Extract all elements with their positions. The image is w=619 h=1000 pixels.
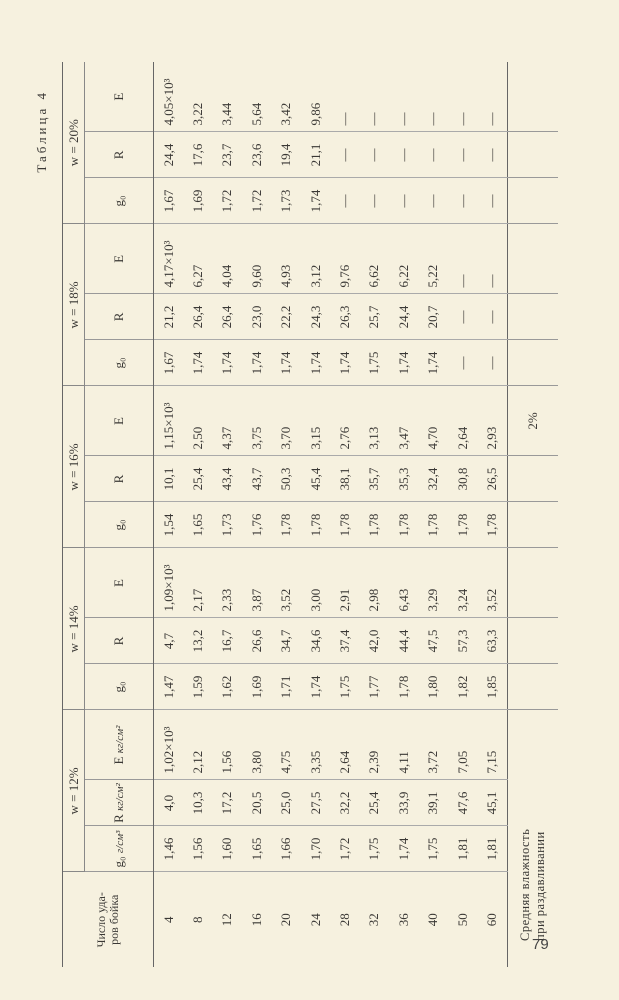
blow-count-cell: 16 bbox=[248, 913, 264, 927]
footer-value-cell bbox=[507, 178, 558, 224]
value-cell: — bbox=[419, 132, 448, 178]
value-cell: — bbox=[419, 62, 448, 132]
value-cell: 1,73 bbox=[272, 178, 301, 224]
column-symbol: R bbox=[111, 312, 126, 322]
value-cell: 26,5 bbox=[477, 456, 507, 502]
value-cell: 1,75 bbox=[360, 826, 389, 872]
value-cell: — bbox=[477, 132, 507, 178]
table-row bbox=[360, 62, 389, 967]
group-header: w = 18% bbox=[63, 224, 85, 386]
value-cell: 3,13 bbox=[360, 386, 389, 456]
value-cell: — bbox=[330, 178, 359, 224]
column-header bbox=[85, 132, 154, 178]
value-cell: 6,43 bbox=[389, 548, 418, 618]
value-cell: 10,3 bbox=[183, 780, 212, 826]
value-cell: 1,75 bbox=[330, 664, 359, 710]
value-cell: 1,62 bbox=[213, 664, 242, 710]
value-cell: 1,67 bbox=[154, 178, 184, 224]
value-cell: 35,3 bbox=[389, 456, 418, 502]
table-row bbox=[242, 62, 271, 967]
value-cell: — bbox=[477, 224, 507, 294]
count-header bbox=[63, 872, 154, 967]
value-cell: 1,15×10³ bbox=[154, 386, 184, 456]
value-cell: 17,6 bbox=[183, 132, 212, 178]
column-symbol: E bbox=[111, 92, 126, 101]
value-cell: 1,46 bbox=[154, 826, 184, 872]
footer-row bbox=[507, 62, 558, 967]
value-cell: 1,09×10³ bbox=[154, 548, 184, 618]
value-cell: 1,02×10³ bbox=[154, 710, 184, 780]
footer-value-cell bbox=[507, 340, 558, 386]
group-header: w = 14% bbox=[63, 548, 85, 710]
value-cell: 30,8 bbox=[448, 456, 477, 502]
value-cell: 2,64 bbox=[330, 710, 359, 780]
column-symbol: g₀ bbox=[111, 195, 126, 207]
value-cell: 3,24 bbox=[448, 548, 477, 618]
value-cell: — bbox=[477, 62, 507, 132]
value-cell: 27,5 bbox=[301, 780, 330, 826]
footer-value-cell bbox=[507, 548, 558, 618]
value-cell: 1,73 bbox=[213, 502, 242, 548]
value-cell: 13,2 bbox=[183, 618, 212, 664]
column-symbol: g₀ bbox=[111, 681, 126, 693]
value-cell: 1,78 bbox=[360, 502, 389, 548]
column-header bbox=[85, 618, 154, 664]
value-cell: 3,87 bbox=[242, 548, 271, 618]
value-cell: 2,33 bbox=[213, 548, 242, 618]
value-cell: 3,44 bbox=[213, 62, 242, 132]
column-unit: кг/см² bbox=[114, 725, 126, 754]
value-cell: 17,2 bbox=[213, 780, 242, 826]
value-cell: 6,22 bbox=[389, 224, 418, 294]
column-symbol: E bbox=[111, 756, 126, 765]
footer-value-cell bbox=[507, 618, 558, 664]
value-cell: 5,22 bbox=[419, 224, 448, 294]
count-header-line-2: ров бойка bbox=[107, 894, 121, 945]
blow-count-cell: 28 bbox=[337, 913, 353, 927]
table-row bbox=[301, 62, 330, 967]
value-cell: 57,3 bbox=[448, 618, 477, 664]
value-cell: — bbox=[419, 178, 448, 224]
value-cell: 1,47 bbox=[154, 664, 184, 710]
footer-value-cell bbox=[507, 62, 558, 132]
column-symbol: E bbox=[111, 254, 126, 263]
value-cell: 1,74 bbox=[419, 340, 448, 386]
value-cell: 22,2 bbox=[272, 294, 301, 340]
group-header: w = 12% bbox=[63, 710, 85, 872]
value-cell: 3,80 bbox=[242, 710, 271, 780]
column-symbol: R bbox=[111, 814, 126, 823]
column-header bbox=[85, 62, 154, 132]
value-cell: 1,78 bbox=[272, 502, 301, 548]
value-cell: — bbox=[360, 132, 389, 178]
value-cell: 4,11 bbox=[389, 710, 418, 780]
footer-label bbox=[507, 710, 558, 967]
value-cell: 20,5 bbox=[242, 780, 271, 826]
value-cell: 21,1 bbox=[301, 132, 330, 178]
value-cell: 1,69 bbox=[242, 664, 271, 710]
value-cell: 1,56 bbox=[213, 710, 242, 780]
value-cell: — bbox=[448, 62, 477, 132]
value-cell: 2,64 bbox=[448, 386, 477, 456]
value-cell: 1,72 bbox=[330, 826, 359, 872]
column-header bbox=[85, 664, 154, 710]
value-cell: — bbox=[448, 178, 477, 224]
value-cell: — bbox=[477, 340, 507, 386]
value-cell: 1,78 bbox=[389, 664, 418, 710]
value-cell: 1,70 bbox=[301, 826, 330, 872]
value-cell: 21,2 bbox=[154, 294, 184, 340]
table-row bbox=[330, 62, 359, 967]
blow-count-cell: 32 bbox=[366, 913, 382, 927]
value-cell: 3,22 bbox=[183, 62, 212, 132]
value-cell: 1,78 bbox=[389, 502, 418, 548]
value-cell: 26,4 bbox=[183, 294, 212, 340]
column-symbol: R bbox=[111, 474, 126, 484]
value-cell: 1,78 bbox=[301, 502, 330, 548]
value-cell: 4,37 bbox=[213, 386, 242, 456]
value-cell: 25,0 bbox=[272, 780, 301, 826]
value-cell: 4,05×10³ bbox=[154, 62, 184, 132]
value-cell: — bbox=[360, 178, 389, 224]
value-cell: 33,9 bbox=[389, 780, 418, 826]
value-cell: 1,74 bbox=[389, 826, 418, 872]
column-symbol: E bbox=[111, 579, 126, 587]
value-cell: 25,7 bbox=[360, 294, 389, 340]
footer-value-cell bbox=[507, 456, 558, 502]
value-cell: 32,4 bbox=[419, 456, 448, 502]
blow-count-cell: 20 bbox=[278, 913, 294, 927]
blow-count-cell: 36 bbox=[395, 913, 411, 927]
value-cell: 1,74 bbox=[389, 340, 418, 386]
value-cell: 23,0 bbox=[242, 294, 271, 340]
table-row bbox=[213, 62, 242, 967]
value-cell: — bbox=[448, 224, 477, 294]
value-cell: — bbox=[477, 178, 507, 224]
column-symbol: E bbox=[111, 416, 126, 425]
value-cell: — bbox=[360, 62, 389, 132]
value-cell: 1,81 bbox=[448, 826, 477, 872]
footer-label-line-1: Средняя влажность bbox=[517, 828, 532, 941]
value-cell: 1,59 bbox=[183, 664, 212, 710]
table-row bbox=[419, 62, 448, 967]
value-cell: — bbox=[477, 294, 507, 340]
value-cell: 20,7 bbox=[419, 294, 448, 340]
value-cell: 1,66 bbox=[272, 826, 301, 872]
table-row bbox=[183, 62, 212, 967]
value-cell: 3,70 bbox=[272, 386, 301, 456]
value-cell: 3,75 bbox=[242, 386, 271, 456]
value-cell: 6,62 bbox=[360, 224, 389, 294]
footer-value-cell bbox=[507, 294, 558, 340]
value-cell: 1,56 bbox=[183, 826, 212, 872]
blow-count-cell: 12 bbox=[219, 913, 235, 927]
value-cell: 1,71 bbox=[272, 664, 301, 710]
column-header bbox=[85, 710, 154, 780]
value-cell: 1,65 bbox=[183, 502, 212, 548]
value-cell: 3,47 bbox=[389, 386, 418, 456]
value-cell: 1,74 bbox=[301, 178, 330, 224]
value-cell: 1,74 bbox=[330, 340, 359, 386]
value-cell: 42,0 bbox=[360, 618, 389, 664]
value-cell: 1,77 bbox=[360, 664, 389, 710]
column-symbol: R bbox=[111, 636, 126, 646]
value-cell: 1,60 bbox=[213, 826, 242, 872]
blow-count-cell: 24 bbox=[307, 913, 323, 927]
column-header bbox=[85, 294, 154, 340]
value-cell: 4,75 bbox=[272, 710, 301, 780]
column-unit: кг/см² bbox=[114, 783, 126, 811]
value-cell: 1,74 bbox=[301, 340, 330, 386]
value-cell: 10,1 bbox=[154, 456, 184, 502]
table-row bbox=[272, 62, 301, 967]
value-cell: 23,6 bbox=[242, 132, 271, 178]
value-cell: 34,6 bbox=[301, 618, 330, 664]
value-cell: 5,64 bbox=[242, 62, 271, 132]
column-symbol: g₀ bbox=[111, 357, 126, 369]
value-cell: — bbox=[448, 294, 477, 340]
column-unit: г/см³ bbox=[114, 830, 126, 854]
value-cell: 3,52 bbox=[272, 548, 301, 618]
value-cell: 2,50 bbox=[183, 386, 212, 456]
value-cell: 1,75 bbox=[419, 826, 448, 872]
value-cell: 4,0 bbox=[154, 780, 184, 826]
value-cell: 4,04 bbox=[213, 224, 242, 294]
blow-count-cell: 4 bbox=[160, 916, 176, 923]
table-row bbox=[389, 62, 418, 967]
value-cell: — bbox=[389, 178, 418, 224]
value-cell: 4,70 bbox=[419, 386, 448, 456]
value-cell: 1,65 bbox=[242, 826, 271, 872]
value-cell: 39,1 bbox=[419, 780, 448, 826]
value-cell: 3,29 bbox=[419, 548, 448, 618]
value-cell: 1,78 bbox=[448, 502, 477, 548]
column-header bbox=[85, 780, 154, 826]
column-header bbox=[85, 826, 154, 872]
value-cell: — bbox=[330, 132, 359, 178]
value-cell: 3,72 bbox=[419, 710, 448, 780]
footer-value-cell bbox=[507, 502, 558, 548]
table-row bbox=[477, 62, 507, 967]
value-cell: 2,93 bbox=[477, 386, 507, 456]
value-cell: 24,3 bbox=[301, 294, 330, 340]
value-cell: 3,15 bbox=[301, 386, 330, 456]
column-header bbox=[85, 224, 154, 294]
blow-count-cell: 50 bbox=[454, 913, 470, 927]
value-cell: 3,12 bbox=[301, 224, 330, 294]
value-cell: 47,6 bbox=[448, 780, 477, 826]
table-row bbox=[154, 62, 184, 967]
column-symbol: g₀ bbox=[111, 856, 126, 868]
value-cell: 1,67 bbox=[154, 340, 184, 386]
value-cell: 7,05 bbox=[448, 710, 477, 780]
value-cell: 1,74 bbox=[183, 340, 212, 386]
value-cell: — bbox=[330, 62, 359, 132]
value-cell: — bbox=[448, 132, 477, 178]
table-title: Таблица 4 bbox=[34, 90, 49, 173]
value-cell: 1,69 bbox=[183, 178, 212, 224]
column-header bbox=[85, 178, 154, 224]
value-cell: 1,80 bbox=[419, 664, 448, 710]
value-cell: 2,98 bbox=[360, 548, 389, 618]
count-header-line-1: Число уда- bbox=[94, 892, 108, 948]
value-cell: — bbox=[389, 62, 418, 132]
value-cell: 47,5 bbox=[419, 618, 448, 664]
value-cell: 1,74 bbox=[272, 340, 301, 386]
value-cell: 2,17 bbox=[183, 548, 212, 618]
blow-count-cell: 60 bbox=[483, 913, 499, 927]
column-header bbox=[85, 502, 154, 548]
column-header bbox=[85, 386, 154, 456]
value-cell: 16,7 bbox=[213, 618, 242, 664]
value-cell: 38,1 bbox=[330, 456, 359, 502]
page-number: 79 bbox=[532, 936, 549, 953]
value-cell: 43,4 bbox=[213, 456, 242, 502]
value-cell: 1,81 bbox=[477, 826, 507, 872]
value-cell: 43,7 bbox=[242, 456, 271, 502]
header-sub-row bbox=[85, 62, 154, 967]
value-cell: 3,42 bbox=[272, 62, 301, 132]
value-cell: 1,74 bbox=[301, 664, 330, 710]
value-cell: 2,12 bbox=[183, 710, 212, 780]
value-cell: — bbox=[448, 340, 477, 386]
value-cell: — bbox=[389, 132, 418, 178]
value-cell: 19,4 bbox=[272, 132, 301, 178]
column-header bbox=[85, 340, 154, 386]
value-cell: 50,3 bbox=[272, 456, 301, 502]
value-cell: 9,86 bbox=[301, 62, 330, 132]
footer-value-cell bbox=[507, 224, 558, 294]
value-cell: 1,78 bbox=[477, 502, 507, 548]
group-header: w = 16% bbox=[63, 386, 85, 548]
value-cell: 63,3 bbox=[477, 618, 507, 664]
value-cell: 1,72 bbox=[242, 178, 271, 224]
blow-count-cell: 8 bbox=[190, 916, 206, 923]
value-cell: 2,91 bbox=[330, 548, 359, 618]
value-cell: 6,27 bbox=[183, 224, 212, 294]
value-cell: 3,52 bbox=[477, 548, 507, 618]
value-cell: 35,7 bbox=[360, 456, 389, 502]
value-cell: 2,39 bbox=[360, 710, 389, 780]
value-cell: 1,78 bbox=[330, 502, 359, 548]
value-cell: 32,2 bbox=[330, 780, 359, 826]
value-cell: 7,15 bbox=[477, 710, 507, 780]
table-row bbox=[448, 62, 477, 967]
value-cell: 23,7 bbox=[213, 132, 242, 178]
value-cell: 9,60 bbox=[242, 224, 271, 294]
value-cell: 44,4 bbox=[389, 618, 418, 664]
value-cell: 25,4 bbox=[360, 780, 389, 826]
value-cell: 1,54 bbox=[154, 502, 184, 548]
value-cell: 3,35 bbox=[301, 710, 330, 780]
footer-label-line-2: при раздавливании bbox=[532, 831, 547, 941]
column-header bbox=[85, 456, 154, 502]
column-header bbox=[85, 548, 154, 618]
value-cell: 4,7 bbox=[154, 618, 184, 664]
value-cell: 3,00 bbox=[301, 548, 330, 618]
value-cell: 45,4 bbox=[301, 456, 330, 502]
footer-value-cell bbox=[507, 664, 558, 710]
value-cell: 34,7 bbox=[272, 618, 301, 664]
value-cell: 1,74 bbox=[242, 340, 271, 386]
rotated-table-block bbox=[34, 62, 562, 967]
value-cell: 25,4 bbox=[183, 456, 212, 502]
value-cell: 26,4 bbox=[213, 294, 242, 340]
value-cell: 4,93 bbox=[272, 224, 301, 294]
value-cell: 1,82 bbox=[448, 664, 477, 710]
value-cell: 1,74 bbox=[213, 340, 242, 386]
value-cell: 26,6 bbox=[242, 618, 271, 664]
value-cell: 1,75 bbox=[360, 340, 389, 386]
value-cell: 24,4 bbox=[389, 294, 418, 340]
value-cell: 1,76 bbox=[242, 502, 271, 548]
header-group-row bbox=[63, 62, 85, 967]
group-header: w = 20% bbox=[63, 62, 85, 224]
value-cell: 45,1 bbox=[477, 780, 507, 826]
value-cell: 26,3 bbox=[330, 294, 359, 340]
data-table bbox=[62, 62, 558, 967]
value-cell: 1,78 bbox=[419, 502, 448, 548]
value-cell: 4,17×10³ bbox=[154, 224, 184, 294]
value-cell: 2,76 bbox=[330, 386, 359, 456]
column-symbol: R bbox=[111, 150, 126, 160]
value-cell: 9,76 bbox=[330, 224, 359, 294]
value-cell: 24,4 bbox=[154, 132, 184, 178]
footer-value-cell: 2% bbox=[507, 386, 558, 456]
blow-count-cell: 40 bbox=[425, 913, 441, 927]
value-cell: 1,85 bbox=[477, 664, 507, 710]
footer-value-cell bbox=[507, 132, 558, 178]
value-cell: 37,4 bbox=[330, 618, 359, 664]
column-symbol: g₀ bbox=[111, 519, 126, 531]
value-cell: 1,72 bbox=[213, 178, 242, 224]
